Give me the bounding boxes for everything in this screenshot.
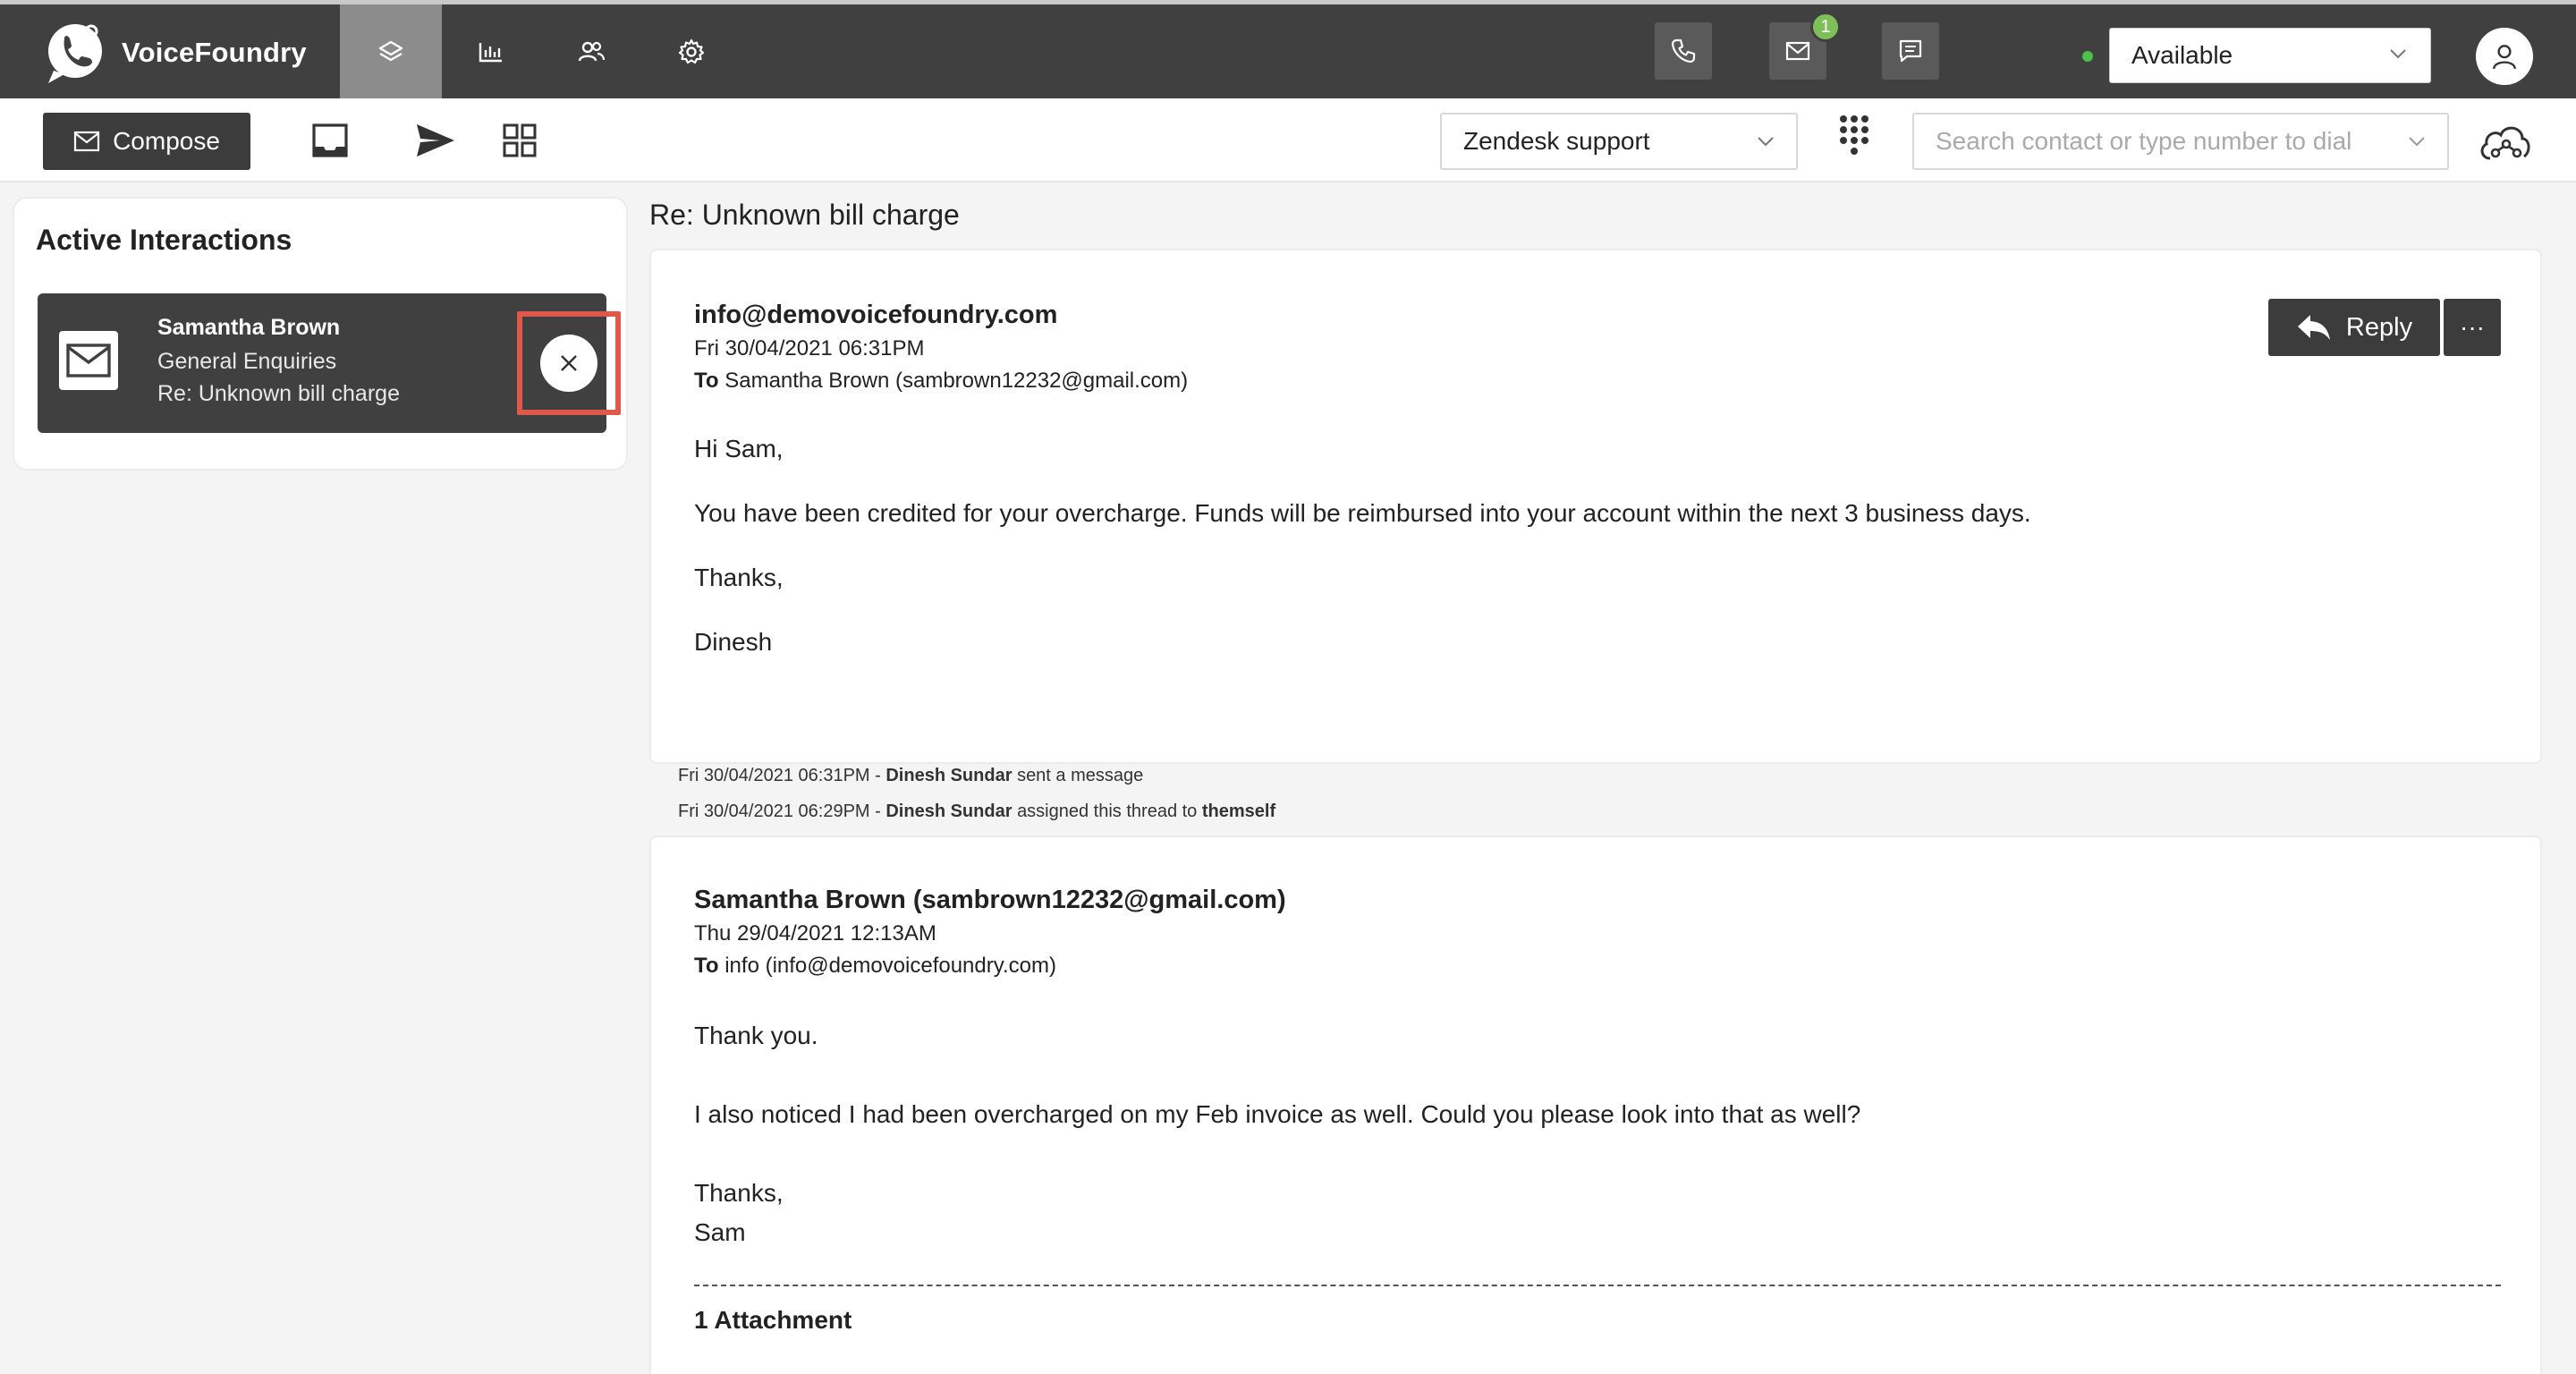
queue-dropdown-value: Zendesk support — [1463, 127, 1650, 155]
message-sender: Samantha Brown (sambrown12232@gmail.com) — [694, 886, 1286, 914]
close-interaction-button[interactable] — [540, 335, 597, 392]
to-label: To — [694, 954, 719, 978]
compose-label: Compose — [113, 127, 220, 155]
event-target: themself — [1201, 802, 1276, 821]
to-label: To — [694, 369, 719, 393]
phone-icon — [1669, 37, 1698, 65]
message-recipient — [694, 369, 1188, 394]
reply-button[interactable] — [2268, 299, 2440, 356]
grid-view-button[interactable] — [497, 118, 542, 163]
interaction-queue: General Enquiries — [157, 349, 337, 374]
bar-chart-icon — [477, 38, 505, 66]
message-sender: info@demovoicefoundry.com — [694, 301, 1058, 329]
nav-interactions[interactable] — [340, 4, 442, 98]
email-message — [649, 835, 2542, 1374]
status-indicator — [2082, 51, 2093, 62]
mail-icon — [65, 343, 112, 378]
event-action: assigned this thread to — [1017, 802, 1198, 821]
thread-event — [678, 802, 1275, 822]
message-body-line: Sam — [694, 1218, 746, 1246]
message-body-line: Thank you. — [694, 1022, 818, 1049]
message-body-line: Dinesh — [694, 628, 773, 656]
close-interaction-highlight — [517, 311, 621, 415]
thread-event — [678, 766, 1143, 786]
inbox-icon — [311, 123, 349, 158]
top-navigation-bar — [0, 0, 2576, 98]
more-options-label: ··· — [2460, 313, 2485, 341]
event-time: Fri 30/04/2021 06:29PM - — [678, 802, 881, 821]
email-message — [649, 249, 2542, 764]
close-icon — [559, 353, 579, 373]
email-toolbar — [0, 98, 2576, 182]
thread-subject: Re: Unknown bill charge — [649, 199, 960, 231]
event-action: sent a message — [1017, 766, 1144, 785]
nav-settings[interactable] — [640, 4, 742, 98]
nav-reports[interactable] — [440, 4, 542, 98]
mail-icon — [1784, 37, 1812, 65]
cloud-network-icon — [2478, 119, 2531, 167]
mail-icon — [73, 131, 100, 152]
attachment-divider — [694, 1285, 2501, 1286]
users-icon — [577, 38, 606, 66]
chevron-down-icon — [1757, 132, 1775, 150]
message-body-line: Hi Sam, — [694, 435, 784, 462]
sent-button[interactable] — [413, 118, 458, 163]
inbox-button[interactable] — [308, 118, 352, 163]
contact-search-dropdown[interactable] — [1912, 113, 2449, 170]
recipient-address: info (info@demovoicefoundry.com) — [724, 954, 1056, 978]
chevron-down-icon — [2389, 45, 2407, 63]
interaction-contact-name: Samantha Brown — [157, 315, 341, 340]
nav-contacts[interactable] — [540, 4, 642, 98]
compose-button[interactable] — [43, 113, 250, 170]
attachments-heading: 1 Attachment — [694, 1306, 852, 1334]
active-interactions-title: Active Interactions — [36, 224, 292, 256]
layers-icon — [377, 38, 405, 66]
interaction-card[interactable] — [38, 293, 606, 433]
reply-label: Reply — [2345, 312, 2413, 342]
chevron-down-icon — [2408, 132, 2426, 150]
grid-icon — [502, 123, 538, 158]
agent-status-value: Available — [2131, 41, 2233, 69]
message-body-line: I also noticed I had been overcharged on my Feb invoice as well. Could you please look into that as well? — [694, 1100, 1861, 1128]
message-body-line: You have been credited for your overcharge. Funds will be reimbursed into your account within the next 3 business days. — [694, 499, 2031, 527]
message-recipient — [694, 954, 1056, 979]
message-body-line: Thanks, — [694, 564, 784, 591]
cloud-connection-button[interactable] — [2478, 116, 2531, 170]
recipient-address: Samantha Brown (sambrown12232@gmail.com) — [724, 369, 1189, 393]
send-icon — [415, 123, 456, 158]
queue-dropdown[interactable] — [1440, 113, 1798, 170]
active-interactions-panel — [13, 197, 628, 471]
more-options-button[interactable] — [2444, 299, 2501, 356]
message-date: Thu 29/04/2021 12:13AM — [694, 921, 936, 946]
email-interaction-icon — [59, 331, 118, 390]
agent-status-dropdown[interactable] — [2109, 28, 2431, 83]
reply-icon — [2296, 313, 2332, 342]
message-date: Fri 30/04/2021 06:31PM — [694, 336, 925, 360]
event-actor: Dinesh Sundar — [886, 802, 1013, 821]
interaction-subject: Re: Unknown bill charge — [157, 381, 400, 406]
message-body-line: Thanks, — [694, 1179, 784, 1207]
phone-channel-button[interactable] — [1655, 22, 1712, 80]
event-actor: Dinesh Sundar — [886, 766, 1013, 785]
chat-icon — [1896, 37, 1925, 65]
app-logo[interactable] — [41, 19, 307, 87]
user-avatar[interactable] — [2476, 28, 2533, 85]
app-name: VoiceFoundry — [122, 37, 307, 68]
contact-search-placeholder: Search contact or type number to dial — [1936, 127, 2352, 155]
user-icon — [2489, 41, 2520, 72]
voicefoundry-logo-icon — [41, 19, 111, 87]
event-time: Fri 30/04/2021 06:31PM - — [678, 766, 881, 785]
gear-icon — [677, 38, 706, 66]
chat-channel-button[interactable] — [1882, 22, 1939, 80]
dialpad-icon — [1839, 114, 1869, 156]
dialpad-button[interactable] — [1832, 113, 1877, 157]
email-notification-badge: 1 — [1810, 12, 1841, 42]
